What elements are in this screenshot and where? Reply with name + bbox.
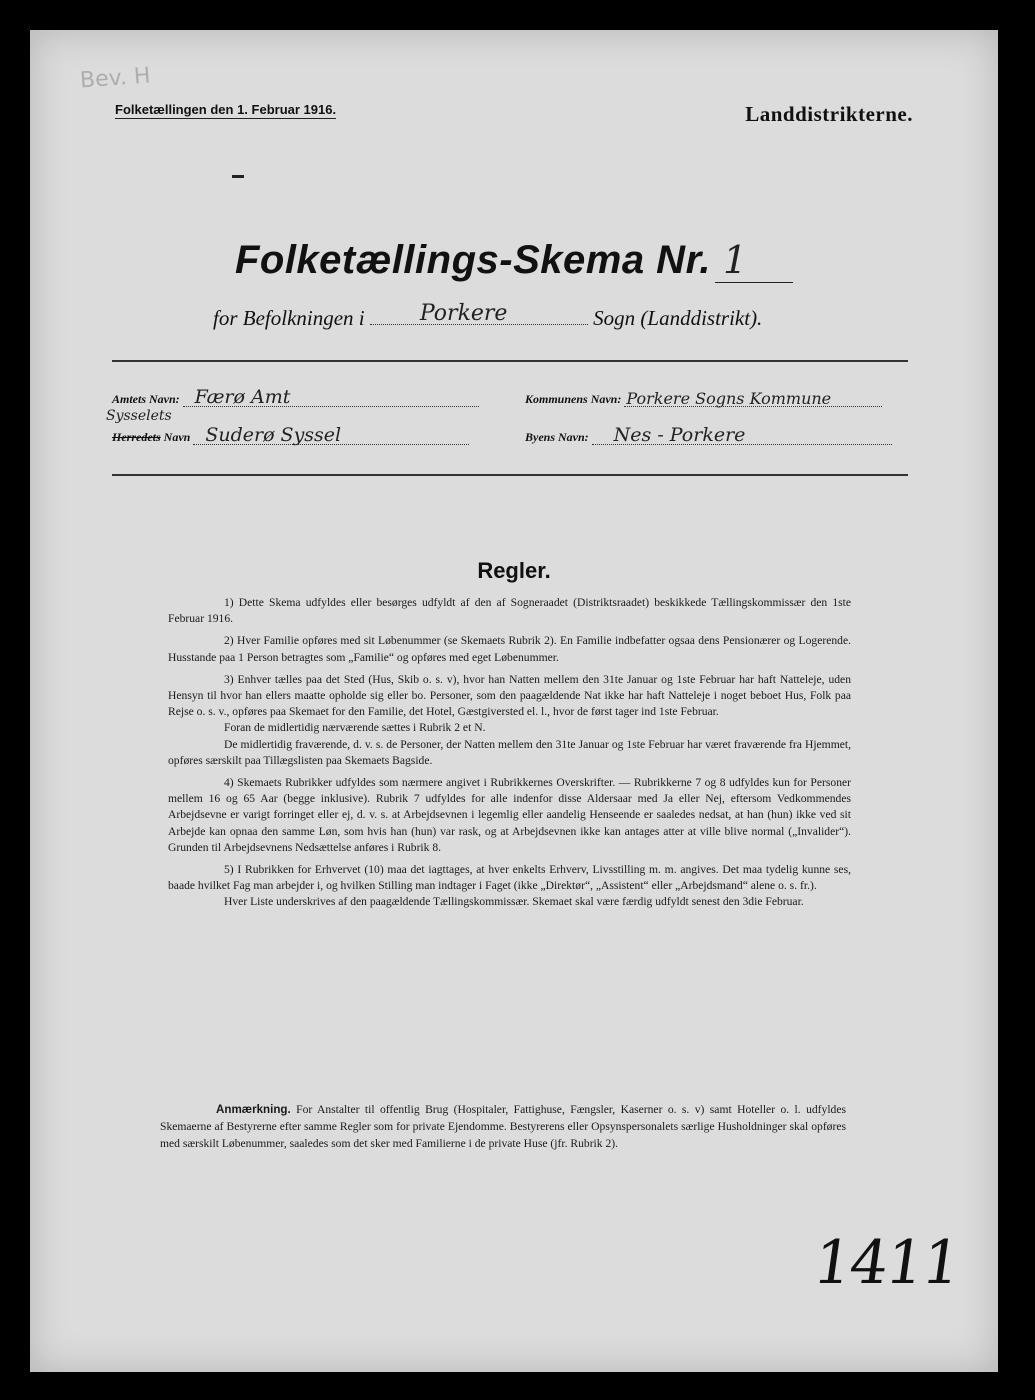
district-type-header: Landdistrikterne. <box>745 102 913 126</box>
herred-field <box>112 424 469 446</box>
herred-value: Suderø Syssel <box>205 424 342 446</box>
corner-mark: Bev. H <box>79 63 152 94</box>
amt-field <box>112 386 479 408</box>
footnote-text: For Anstalter til offentlig Brug (Hospitaler, Fattighuse, Fængsler, Kaserner o. s. v) samt Hoteller o. l. udfyldes Skemaerne af Bestyrerne efter samme Regler som for private Ejendomme. Bestyrerens eller Opsynspersonalets særlige Husholdninger skal opføres med særskilt Løbenummer, saaledes som det sker med Familierne i de private Huse (jfr. Rubrik 2). <box>160 1103 846 1150</box>
form-number: 1 <box>715 238 793 283</box>
subtitle-suffix: Sogn (Landdistrikt). <box>593 306 763 330</box>
rule-paragraph: 1) Dette Skema udfyldes eller besørges udfyldt af den af Sogneraadet (Distriktsraadet) beskikkede Tællingskommissær den 1ste Februar 1916. <box>168 596 851 626</box>
rule-paragraph: 5) I Rubrikken for Erhvervet (10) maa det iagttages, at hver enkelts Erhverv, Livsstilling m. m. angives. Det maa tydelig kunne ses, baade hvilket Fag man arbejder i, og hvilken Stilling man indtager i Faget (ikke „Direktør“, „Assistent“ eller „Arbejdsmand“ alene o. s. fr.). <box>168 863 851 893</box>
by-value: Nes - Porkere <box>613 424 746 446</box>
subtitle <box>213 301 763 331</box>
sysselets-handwritten: Sysselets <box>106 408 172 424</box>
amt-label: Amtets Navn: <box>112 392 180 406</box>
census-date-header: Folketællingen den 1. Februar 1916. <box>115 102 337 117</box>
census-form-page <box>30 30 998 1372</box>
parish-field <box>370 301 588 326</box>
rule-paragraph: Foran de midlertidig nærværende sættes i Rubrik 2 et N. <box>224 721 486 735</box>
kommune-field <box>525 389 882 408</box>
form-title-block <box>30 238 998 283</box>
by-field <box>525 424 892 446</box>
rule-paragraph: 4) Skemaets Rubrikker udfyldes som nærmere angivet i Rubrikkernes Overskrifter. — Rubrikkerne 7 og 8 udfyldes kun for Personer mellem 16 og 65 Aar (begge inklusive). Rubrik 7 udfyldes for alle indenfor disse Aldersaar med Ja eller Nej, eftersom Vedkommendes Arbejdsevne er varigt forringet eller ej, d. v. s. at Arbejdsevnen i legemlig eller aandelig Henseende er saaledes nedsat, at han (hun) ikke ved sit Arbejde kan opnaa den samme Løn, som hvis han (hun) var rask, og at Arbejdsevnen ikke kan antages atter at ville blive normal („Invalider“). Grunden til Arbejdsevnens Nedsættelse anføres i Rubrik 8. <box>168 776 851 854</box>
rules-heading: Regler. <box>477 558 551 583</box>
kommune-value: Porkere Sogns Kommune <box>626 389 832 408</box>
top-rule <box>112 360 908 362</box>
footnote <box>160 1101 846 1152</box>
rules-text <box>168 595 851 917</box>
herred-label-suffix: Navn <box>163 430 191 444</box>
herred-label-struck: Herredets <box>112 430 161 444</box>
kommune-label: Kommunens Navn: <box>525 392 622 406</box>
footnote-label: Anmærkning. <box>216 1103 291 1116</box>
subtitle-prefix: for Befolkningen i <box>213 306 365 330</box>
parish-value: Porkere <box>419 301 508 326</box>
rule-paragraph: Hver Liste underskrives af den paagældende Tællingskommissær. Skemaet skal være færdig udfyldt senest den 3die Februar. <box>224 895 804 909</box>
bottom-rule <box>112 474 908 476</box>
handwritten-page-number: 1411 <box>809 1228 964 1298</box>
rule-paragraph: 2) Hver Familie opføres med sit Løbenummer (se Skemaets Rubrik 2). En Familie indbefatter ogsaa dens Pensionærer og Logerende. Husstande paa 1 Person betragtes som „Familie“ og opføres med eget Løbenummer. <box>168 634 851 664</box>
by-label: Byens Navn: <box>525 430 589 444</box>
rule-paragraph: 3) Enhver tælles paa det Sted (Hus, Skib o. s. v), hvor han Natten mellem den 31te Januar og 1ste Februar har haft Natteleje, uden Hensyn til hvor han ellers maatte opholde sig eller bo. Personer, som den paagældende Nat ikke har haft Natteleje i noget beboet Hus, Folk paa Rejse o. s. v., opføres paa Skemaet for den Familie, det Hotel, Gæstgiversted el. l., hvor de først tager ind 1ste Februar. <box>168 672 851 719</box>
amt-value: Færø Amt <box>194 386 291 408</box>
form-title: Folketællings-Skema Nr. <box>234 238 712 282</box>
rule-paragraph: De midlertidig fraværende, d. v. s. de Personer, der Natten mellem den 31te Januar og 1ste Februar har været fraværende fra Hjemmet, opføres særskilt paa Tillægslisten paa Skemaets Bagside. <box>168 737 851 767</box>
dash-mark <box>232 175 244 178</box>
